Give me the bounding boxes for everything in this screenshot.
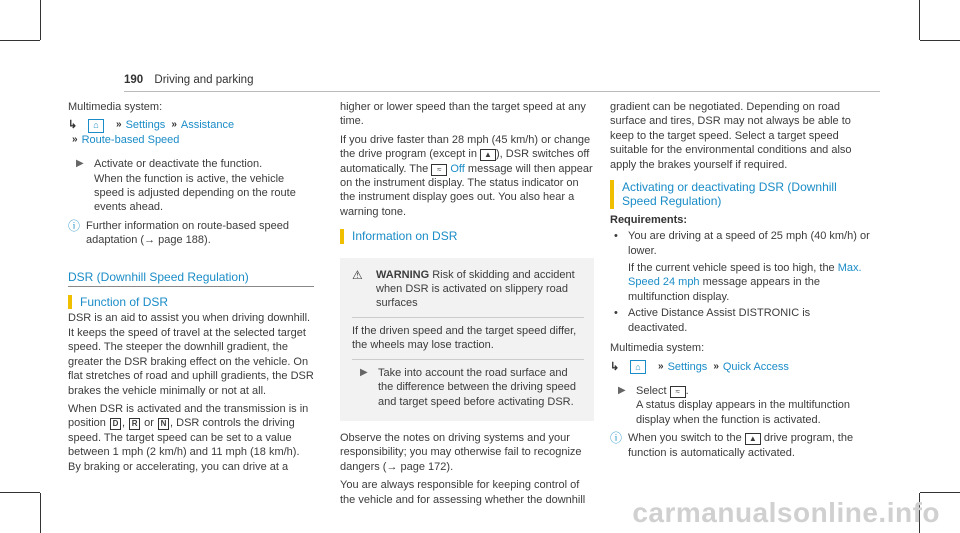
text: , (121, 417, 129, 430)
step-text (636, 384, 872, 398)
crop-mark (920, 492, 960, 493)
system-label: Multimedia system: (68, 101, 163, 113)
paragraph: higher or lower speed than the target speed at any time. (340, 101, 586, 128)
crop-mark (0, 492, 40, 493)
info-note (68, 219, 314, 248)
subsection-label: Activating or deactivating DSR (Downhill Speed Regulation) (622, 180, 837, 209)
dsr-icon[interactable]: ≈ (670, 386, 686, 398)
step-arrow-icon: ▶ (360, 366, 368, 378)
menu-assistance[interactable]: Assistance (180, 119, 235, 132)
double-chevron-icon: » (72, 133, 78, 145)
info-text (628, 431, 872, 460)
step (68, 157, 314, 215)
subsection-title (68, 295, 314, 309)
paragraph (68, 402, 314, 474)
warning-triangle-icon: ⚠ (352, 267, 363, 282)
text: When you switch to the (628, 432, 745, 445)
step-detail: When the function is active, the vehicle speed is adjusted depending on the route events ahead. (94, 172, 296, 214)
return-arrow-icon: ↳ (610, 360, 620, 373)
gear-n-icon: N (158, 418, 169, 430)
crop-mark (40, 493, 41, 533)
info-text: Further information on route-based speed adaptation (→ page 188). (86, 219, 290, 247)
text: message appears in the multifunction display. (628, 276, 821, 303)
double-chevron-icon: » (658, 360, 664, 372)
display-message: Max. Speed 24 mph (628, 262, 862, 289)
display-message-off: Off (450, 162, 465, 175)
subsection-title (610, 180, 872, 209)
divider (352, 359, 584, 360)
menu-path (610, 360, 872, 374)
text: drive program, the function is automatically activated. (628, 432, 854, 459)
warning-label: WARNING (376, 268, 430, 281)
system-label: Multimedia system: (610, 342, 705, 355)
step-detail: A status display appears in the multifunction display when the function is activated. (636, 399, 851, 426)
section-name: Driving and parking (154, 74, 254, 86)
column-2 (340, 100, 594, 511)
text: message will then appear on the instrument display. The status indicator on the instrument display goes out. You also hear a warning tone. (340, 162, 593, 218)
menu-settings[interactable]: Settings (667, 360, 708, 373)
menu-path (68, 118, 314, 132)
paragraph: You are always responsible for keeping control of the vehicle and for assessing whether the downhill (340, 479, 586, 506)
menu-settings[interactable]: Settings (125, 119, 166, 132)
crop-mark (40, 0, 41, 40)
menu-route-based-speed[interactable]: Route-based Speed (81, 133, 180, 146)
subsection-title (340, 229, 594, 243)
home-icon[interactable]: ⌂ (88, 119, 104, 133)
step-arrow-icon: ▶ (76, 158, 84, 170)
dsr-icon: ≈ (431, 164, 447, 176)
title-bar (68, 295, 72, 309)
step-arrow-icon: ▶ (618, 384, 626, 396)
warning-header (352, 268, 584, 311)
crop-mark (919, 0, 920, 40)
paragraph (340, 133, 594, 219)
offroad-mode-icon: ▲ (480, 149, 496, 161)
double-chevron-icon: » (713, 360, 719, 372)
requirement-item (610, 306, 872, 335)
text: , DSR controls the driving speed. The target speed can be set to a value between 1 mph (2 km/h) and 11 mph (18 km/h). By braking or accelerating, you can drive at a (68, 417, 300, 473)
bullet: • (614, 307, 618, 320)
menu-path-cont (68, 133, 314, 147)
step-text: Activate or deactivate the function. (94, 158, 263, 171)
warning-detail: If the driven speed and the target speed differ, the wheels may lose traction. (352, 324, 577, 352)
warning-text: Risk of skidding and accident when DSR is activated on slippery road surfaces (376, 268, 575, 310)
text: If you drive faster than 28 mph (45 km/h) or change the drive program (except in (340, 133, 591, 161)
bullet: • (614, 230, 618, 243)
warning-box (340, 258, 594, 421)
text: . (685, 384, 689, 397)
step (610, 384, 872, 427)
subsection-label: Function of DSR (80, 295, 169, 310)
crop-mark (0, 40, 40, 41)
subsection-label: Information on DSR (352, 229, 458, 244)
return-arrow-icon: ↳ (68, 119, 78, 132)
requirement-text: You are driving at a speed of 25 mph (40 km/h) or lower. (628, 230, 870, 257)
double-chevron-icon: » (171, 119, 177, 131)
text: When DSR is activated and the transmission is in position (68, 402, 309, 430)
text: ), DSR switches off automatically. The (340, 148, 590, 175)
gear-r-icon: R (129, 418, 140, 430)
step-text: Take into account the road surface and the difference between the driving speed and target speed before activating DSR. (378, 366, 576, 408)
info-note (610, 431, 872, 460)
title-bar (610, 180, 614, 209)
crop-mark (920, 40, 960, 41)
watermark: carmanualsonline.info (632, 497, 940, 528)
paragraph: Observe the notes on driving systems and your responsibility; you may otherwise fail to recognize dangers (→ page 172). (340, 431, 582, 473)
requirements-title: Requirements: (610, 213, 688, 226)
requirement-text: Active Distance Assist DISTRONIC is deactivated. (628, 307, 811, 334)
text: If the current vehicle speed is too high, the (628, 262, 838, 275)
paragraph: gradient can be negotiated. Depending on road surface and tires, DSR may not always be able to keep to the target speed. Select a target speed suitable for the environmental conditions and also apply the brakes yourself if required. (610, 101, 852, 171)
warning-step (352, 366, 584, 409)
page-header (124, 74, 253, 86)
title-bar (340, 229, 344, 243)
column-1 (68, 100, 314, 478)
menu-quick-access[interactable]: Quick Access (722, 360, 789, 373)
divider (352, 317, 584, 318)
header-divider (124, 91, 880, 92)
text: Select (636, 384, 670, 397)
double-chevron-icon: » (116, 119, 122, 131)
column-3 (610, 100, 872, 464)
home-icon[interactable]: ⌂ (630, 360, 646, 374)
info-icon: ⓘ (68, 218, 81, 233)
requirement-detail (628, 261, 872, 304)
text: or (141, 417, 158, 430)
offroad-mode-icon: ▲ (745, 433, 761, 445)
section-title: DSR (Downhill Speed Regulation) (68, 270, 314, 287)
page-number: 190 (124, 74, 144, 86)
info-icon: ⓘ (610, 431, 623, 446)
gear-d-icon: D (110, 418, 121, 430)
paragraph: DSR is an aid to assist you when driving downhill. It keeps the speed of travel at the selected target speed. The steeper the downhill gradient, the greater the DSR braking effect on the vehicle. On flat stretches of road and uphill gradients, the DSR brakes the vehicle minimally or not at all. (68, 312, 314, 397)
requirement-item (610, 229, 872, 304)
